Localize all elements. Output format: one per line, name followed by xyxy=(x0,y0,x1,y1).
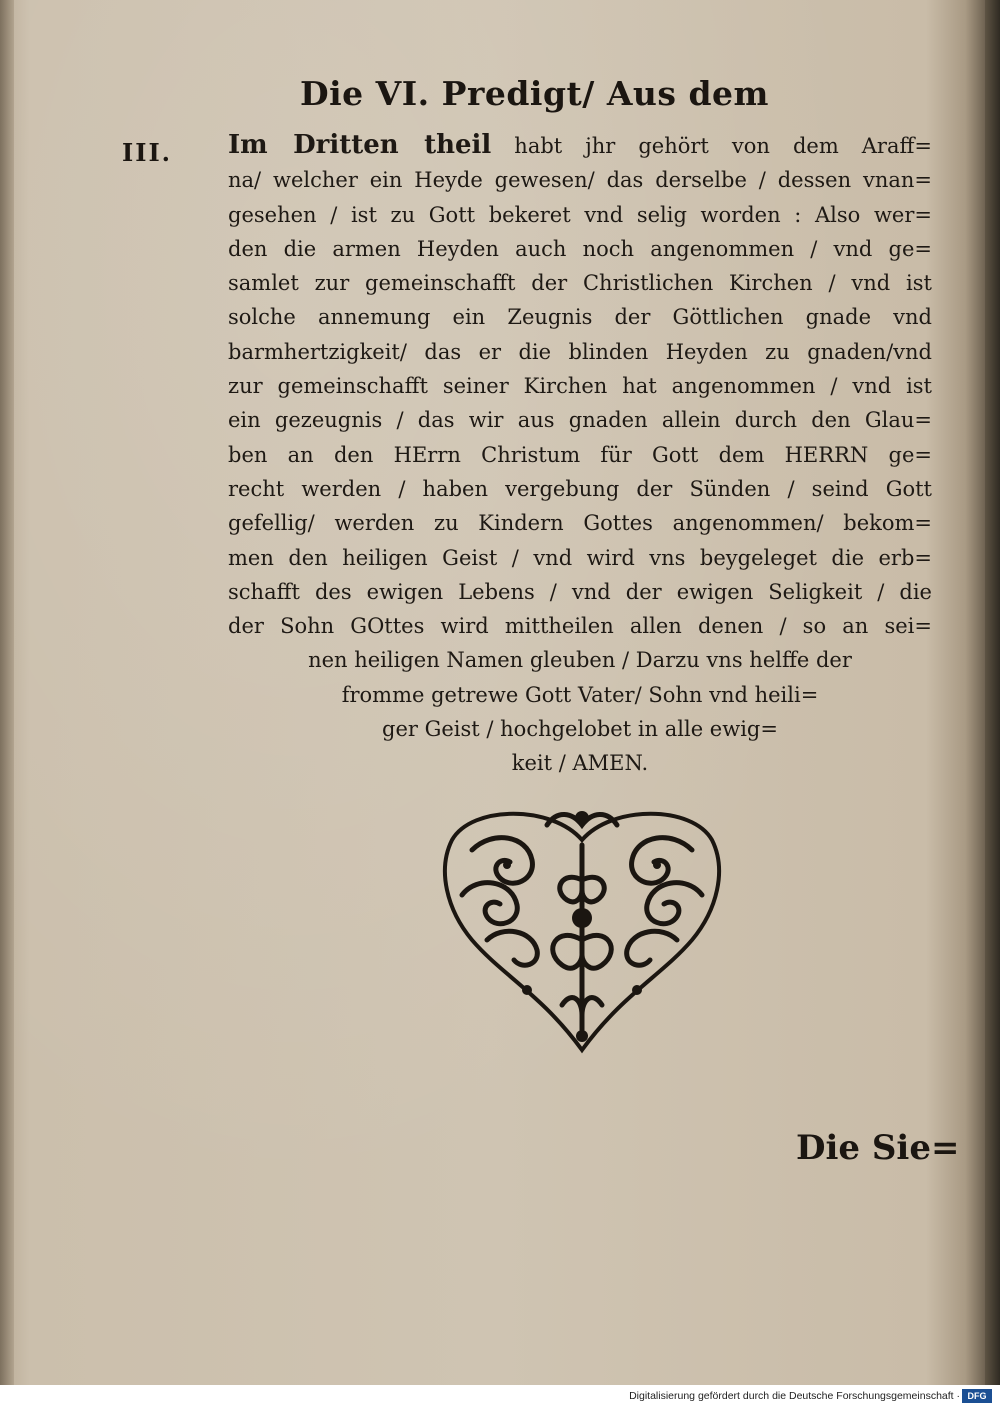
body-line-1-rest: habt jhr gehört von dem Araff= xyxy=(491,134,933,158)
body-line: samlet zur gemeinschafft der Christlichen Kirchen / vnd ist xyxy=(228,271,932,296)
body-line: zur gemeinschafft seiner Kirchen hat angenommen / vnd ist xyxy=(228,374,932,399)
fleuron-ornament-icon xyxy=(432,800,732,1062)
catchword: Die Sie= xyxy=(796,1128,960,1168)
body-line: ein gezeugnis / das wir aus gnaden allein durch den Glau= xyxy=(228,408,932,433)
sermon-body-text xyxy=(228,128,932,781)
body-line-tapered: keit / AMEN. xyxy=(511,751,649,776)
body-line: gesehen / ist zu Gott bekeret vnd selig worden : Also wer= xyxy=(228,202,932,227)
margin-section-number: III. xyxy=(122,138,173,167)
running-head: Die VI. Predigt/ Aus dem xyxy=(300,74,769,113)
body-line: den die armen Heyden auch noch angenommen / vnd ge= xyxy=(228,236,932,261)
body-line-tapered: ger Geist / hochgelobet in alle ewig= xyxy=(382,717,778,742)
scan-edge xyxy=(985,0,1000,1407)
book-gutter xyxy=(0,0,14,1385)
body-line: men den heiligen Geist / vnd wird vns beygeleget die erb= xyxy=(228,545,932,570)
body-line: na/ welcher ein Heyde gewesen/ das derselbe / dessen vnan= xyxy=(228,168,932,193)
body-line: der Sohn GOttes wird mittheilen allen denen / so an sei= xyxy=(228,614,932,639)
body-line: schafft des ewigen Lebens / vnd der ewigen Seligkeit / die xyxy=(228,579,932,604)
body-line: solche annemung ein Zeugnis der Göttlichen gnade vnd xyxy=(228,305,932,330)
body-line: ben an den HErrn Christum für Gott dem HERRN ge= xyxy=(228,442,932,467)
body-line: gefellig/ werden zu Kindern Gottes angenommen/ bekom= xyxy=(228,511,932,536)
body-line-1 xyxy=(228,128,932,163)
dfg-logo-icon: DFG xyxy=(962,1389,992,1403)
body-line-tapered: nen heiligen Namen gleuben / Darzu vns helffe der xyxy=(308,648,852,673)
body-line: recht werden / haben vergebung der Sünden / seind Gott xyxy=(228,476,932,501)
body-line-tapered: fromme getrewe Gott Vater/ Sohn vnd heili= xyxy=(341,682,819,707)
funding-credit: Digitalisierung gefördert durch die Deutsche Forschungsgemeinschaft · xyxy=(629,1390,960,1402)
body-line: barmhertzigkeit/ das er die blinden Heyden zu gnaden/vnd xyxy=(228,339,932,364)
lead-phrase: Im Dritten theil xyxy=(228,130,492,160)
